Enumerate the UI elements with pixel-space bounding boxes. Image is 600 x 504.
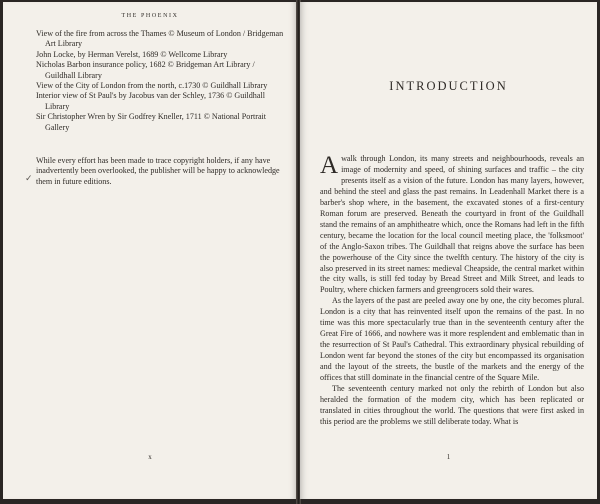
page-number-left: x	[148, 453, 152, 461]
paragraph-text: walk through London, its many streets and neighbourhoods, reveals an image of modernity and speed, of shining surfaces and traffic – the city presents itself as a vision of the future. London has many layers, however, and behind the steel and glass the past remains. In Leadenhall Market there is a barber's shop where, in the basement, the excavated stones of a first-century Roman forum are preserved. Beneath the courtyard in front of the Guildhall stand the remains of an amphitheatre which, once the Romans had left in the fifth century, became the location for the local council meeting place, the 'folksmoot' of the Anglo-Saxon tribes. The Guildhall that reigns above the surface has been the powerhouse of the City since the twelfth century. The history of the city is also preserved in its street names: medieval Cheapside, the central market within the city walls, is still fed today by Bread Street and Milk Street, and leads to Poultry, where chicken farmers and greengrocers sold their wares.	[320, 154, 584, 295]
pencil-tick-mark-icon: ✓	[25, 173, 33, 183]
running-head: THE PHOENIX	[121, 13, 179, 19]
chapter-title: INTRODUCTION	[389, 79, 508, 93]
credit-item: View of the fire from across the Thames © Museum of London / Bridgeman Art Library	[36, 29, 284, 49]
paragraph: As the layers of the past are peeled away one by one, the city becomes plural. London is a city that has reinvented itself upon the remains of the past. In no time was this more spectacularly true than in the seventeenth century after the Great Fire of 1666, and nowhere was it more resplendent and emblematic than in the resurrection of St Paul's Cathedral. This extraordinary physical rebuilding of London went far beyond the stones of the city but encompassed its organisation and the layout of the streets, the bustle of the markets and the energy of the offices that still dominate in the financial centre of the Square Mile.	[320, 296, 584, 383]
credit-item: Nicholas Barbon insurance policy, 1682 © Bridgeman Art Library / Guildhall Library	[36, 60, 255, 80]
body-text	[320, 154, 584, 428]
copyright-notice: While every effort has been made to trace copyright holders, if any have inadvertently been overlooked, the publisher will be happy to acknowledge them in future editions.	[36, 156, 280, 186]
page-number-right: 1	[446, 453, 451, 461]
credit-item: Sir Christopher Wren by Sir Godfrey Kneller, 1711 © National Portrait Gallery	[36, 112, 267, 132]
credit-item: John Locke, by Herman Verelst, 1689 © Wellcome Library	[36, 49, 228, 59]
picture-credits-list	[36, 29, 286, 133]
credit-item: Interior view of St Paul's by Jacobus van der Schley, 1736 © Guildhall Library	[36, 91, 265, 111]
right-page	[300, 2, 597, 499]
paragraph	[320, 154, 584, 296]
left-page	[3, 2, 297, 499]
paragraph: The seventeenth century marked not only the rebirth of London but also heralded the formation of the modern city, which has been replicated or translated in cities throughout the world. The questions that were first asked in this period are the problems we still deliberate today. What is	[320, 384, 584, 426]
credit-item: View of the City of London from the north, c.1730 © Guildhall Library	[36, 81, 268, 91]
drop-cap: A	[320, 152, 339, 179]
